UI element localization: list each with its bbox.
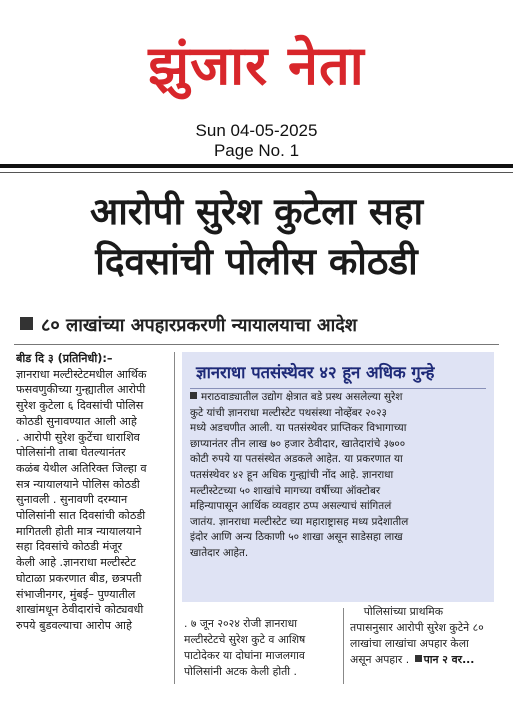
body-line-text: असून अपहार . (350, 653, 410, 666)
subheadline-divider (14, 344, 499, 345)
sidebar-box (182, 352, 494, 602)
body-line: पोलिसांच्या प्राथमिक (350, 605, 444, 618)
body-line: . आरोपी सुरेश कुटेंचा धाराशिव (16, 430, 140, 444)
square-bullet-icon (20, 317, 33, 330)
subheadline-text: ८० लाखांच्या अपहारप्रकरणी न्यायालयाचा आदेश (41, 315, 358, 336)
headline-line-2: दिवसांची पोलीस कोठडी (95, 240, 418, 283)
box-line: पतसंस्थेवर ४२ हून अधिक गुन्ह्यांची नोंद आहे. ज्ञानराधा (190, 468, 394, 481)
body-line: लाखांचा लाखांचा अपहार केला (350, 637, 469, 650)
square-bullet-icon (190, 392, 197, 399)
body-line: सहा दिवसांचे कोठडी मंजूर (16, 540, 123, 554)
box-line: कुटे यांची ज्ञानराधा मल्टीस्टेट पथसंस्था नोव्हेंबर २०२३ (190, 406, 387, 419)
box-line: खातेदार आहेत. (190, 546, 249, 559)
body-line: सुरेश कुटेला ६ दिवसांची पोलिस (16, 399, 144, 413)
body-line: कळंब येथील अतिरिक्त जिल्हा व (16, 461, 147, 475)
body-line: तपासनुसार आरोपी सुरेश कुटेने ८० (350, 621, 484, 634)
middle-column (184, 616, 340, 680)
right-column (350, 604, 502, 668)
dateline-text: बीड दि ३ (प्रतिनिधी):– (16, 352, 113, 365)
body-line: . ७ जून २०२४ रोजी ज्ञानराधा (184, 617, 298, 630)
body-line: कोठडी सुनावण्यात आली आहे (16, 414, 137, 428)
body-line: पोलिसांनी ताबा घेतल्यानंतर (16, 446, 126, 460)
box-line: महिन्यापासून आर्थिक व्यवहार ठप्प असल्याचं सांगितलं (190, 500, 392, 513)
continued-link[interactable]: पान २ वर... (423, 653, 475, 666)
masthead-divider-thick (0, 164, 513, 168)
box-line: मल्टीस्टेटच्या ५० शाखांचे मागच्या वर्षीच्या ऑक्टोबर (190, 484, 381, 497)
column-divider (174, 352, 175, 684)
body-line: ज्ञानराधा मल्टीस्टेटमधील आर्थिक (16, 367, 147, 381)
box-line: कोटी रुपये या पतसंस्थेत अडकले आहेत. या प्रकरणात या (190, 453, 403, 466)
body-line: घोटाळा प्रकरणात बीड, छत्रपती (16, 571, 142, 585)
left-column (16, 351, 166, 634)
box-title: ज्ञानराधा पतसंस्थेवर ४२ हून अधिक गुन्हे (196, 363, 435, 382)
masthead-divider-thin (0, 172, 513, 173)
body-line: पोलिसांनी सात दिवसांची कोठडी (16, 509, 146, 523)
box-line: मध्ये अडचणीत आली. या पतसंस्थेवर प्राप्तिकर विभागाच्या (190, 422, 407, 435)
body-line: मल्टीस्टेटचे सुरेश कुटे व आशिष (184, 633, 306, 646)
box-line (190, 390, 488, 406)
body-line: फसवणुकीच्या गुन्ह्यातील आरोपी (16, 383, 146, 397)
box-line: छाप्यानंतर तीन लाख ७० हजार ठेवीदार, खातेदारांचे ३७०० (190, 437, 406, 450)
body-line: पाटोदेकर या दोघांना माजलगाव (184, 649, 305, 662)
box-title-divider (190, 388, 486, 389)
box-line: इंदोर आणि अन्य ठिकाणी ५० शाखा असून साडेसहा लाख (190, 531, 403, 544)
body-line: पोलिसांनी अटक केली होती . (184, 665, 297, 678)
body-line-last (350, 652, 502, 668)
body-line: शाखांमधून ठेवीदारांचे कोट्यवधी (16, 603, 144, 617)
subheadline (20, 313, 500, 339)
column-divider (343, 608, 344, 684)
page-number: Page No. 1 (213, 141, 300, 160)
box-body (190, 390, 488, 562)
issue-date: Sun 04-05-2025 (195, 121, 318, 140)
newspaper-logo: झुंजार नेता (148, 34, 365, 97)
body-line: सुनावली . सुनावणी दरम्यान (16, 493, 128, 507)
body-line: रुपये बुडवल्याचा आरोप आहे (16, 618, 132, 632)
box-line: जातंय. ज्ञानराधा मल्टीस्टेट च्या महाराष्ट्रासह मध्य प्रदेशातील (190, 515, 409, 528)
box-line-text: मराठवाड्यातील उद्योग क्षेत्रात बडे प्रस्थ असलेल्या सुरेश (201, 391, 403, 403)
body-line: केली आहे .ज्ञानराधा मल्टीस्टेट (16, 556, 136, 570)
headline-line-1: आरोपी सुरेश कुटेला सहा (89, 190, 424, 233)
body-line: मागितली होती मात्र न्यायालयाने (16, 524, 142, 538)
square-bullet-icon (415, 655, 422, 662)
body-line: सत्र न्यायालयाने पोलिस कोठडी (16, 477, 140, 491)
body-line: संभाजीनगर, मुंबई– पुण्यातील (16, 587, 136, 601)
masthead (0, 0, 513, 168)
